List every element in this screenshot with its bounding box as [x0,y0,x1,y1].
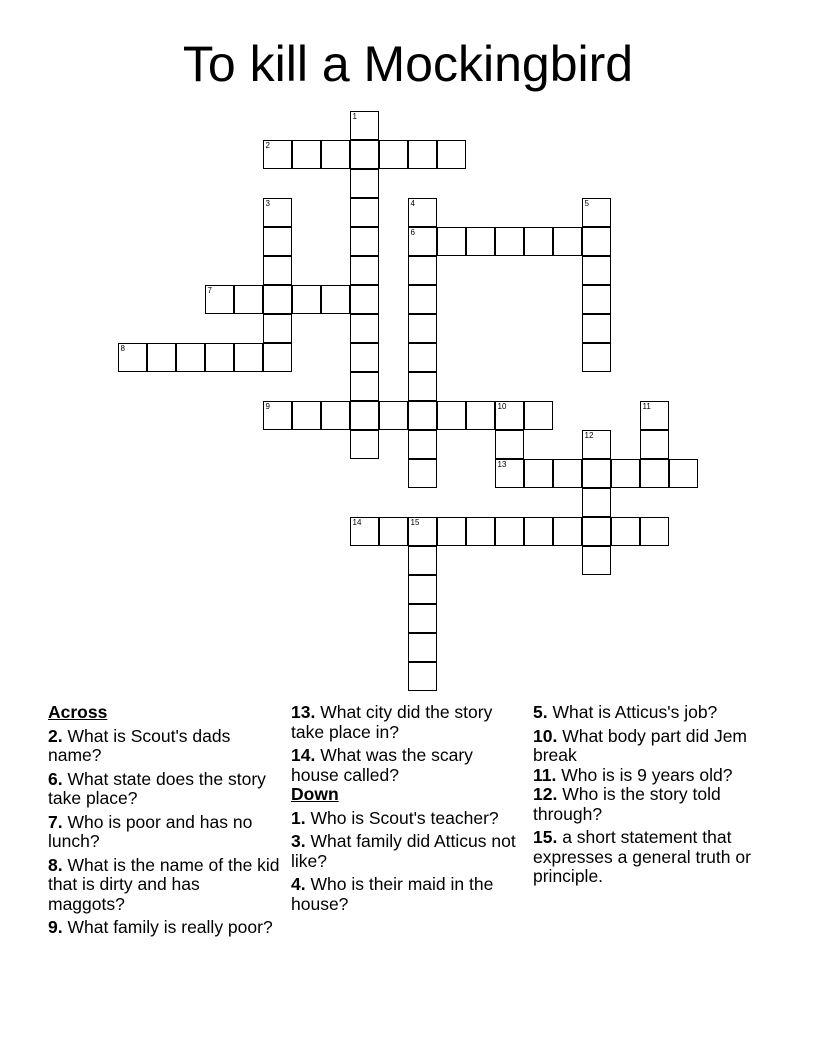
clues-column-2 [291,703,523,918]
grid-cell[interactable] [408,546,437,575]
grid-cell[interactable] [263,343,292,372]
grid-cell[interactable] [582,430,611,459]
grid-cell[interactable] [582,198,611,227]
grid-cell[interactable] [582,517,611,546]
grid-cell[interactable] [408,401,437,430]
grid-cell[interactable] [408,633,437,662]
clue-down-12: 12. Who is the story told through? [533,784,721,824]
cell-number: 13 [497,459,507,469]
cell-number: 1 [352,111,357,121]
grid-cell[interactable] [350,111,379,140]
cell-number: 14 [352,517,362,527]
cell-number: 12 [584,430,594,440]
grid-cell[interactable] [408,575,437,604]
grid-cell[interactable] [176,343,205,372]
grid-cell[interactable] [350,285,379,314]
grid-cell[interactable] [437,517,466,546]
grid-cell[interactable] [524,401,553,430]
grid-cell[interactable] [495,401,524,430]
grid-cell[interactable] [437,227,466,256]
grid-cell[interactable] [263,314,292,343]
grid-cell[interactable] [234,343,263,372]
grid-cell[interactable] [205,343,234,372]
grid-cell[interactable] [611,459,640,488]
clue-across-9: 9. What family is really poor? [48,917,273,937]
grid-cell[interactable] [408,604,437,633]
clue-down-3: 3. What family did Atticus not like? [291,831,516,871]
cell-number: 9 [265,401,270,411]
grid-cell[interactable] [582,285,611,314]
grid-cell[interactable] [350,314,379,343]
grid-cell[interactable] [553,227,582,256]
grid-cell[interactable] [408,198,437,227]
grid-cell[interactable] [408,517,437,546]
grid-cell[interactable] [408,140,437,169]
grid-cell[interactable] [582,227,611,256]
clue-down-5: 5. What is Atticus's job? [533,702,718,722]
grid-cell[interactable] [466,401,495,430]
grid-cell[interactable] [582,256,611,285]
cell-number: 7 [207,285,212,295]
cell-number: 4 [410,198,415,208]
grid-cell[interactable] [118,343,147,372]
grid-cell[interactable] [611,517,640,546]
cell-number: 5 [584,198,589,208]
clue-across-8: 8. What is the name of the kid that is dirty and has maggots? [48,854,280,914]
grid-cell[interactable] [582,459,611,488]
clue-across-2: 2. What is Scout's dads name? [48,725,231,765]
clue-down-11: 11. Who is is 9 years old? [533,764,733,785]
grid-cell[interactable] [321,140,350,169]
grid-cell[interactable] [379,401,408,430]
grid-cell[interactable] [321,401,350,430]
grid-cell[interactable] [408,314,437,343]
cell-number: 8 [120,343,125,353]
grid-cell[interactable] [379,140,408,169]
grid-cell[interactable] [350,372,379,401]
grid-cell[interactable] [350,198,379,227]
grid-cell[interactable] [263,285,292,314]
grid-cell[interactable] [263,198,292,227]
grid-cell[interactable] [582,314,611,343]
clue-down-15: 15. a short statement that expresses a general truth or principle. [533,827,751,886]
grid-cell[interactable] [263,140,292,169]
grid-cell[interactable] [640,459,669,488]
grid-cell[interactable] [350,343,379,372]
clues-column-3 [533,703,765,891]
grid-cell[interactable] [292,140,321,169]
clue-across-14: 14. What was the scary house called? [291,745,473,785]
grid-cell[interactable] [263,227,292,256]
grid-cell[interactable] [495,459,524,488]
cell-number: 2 [265,140,270,150]
down-heading: Down [291,784,339,804]
clues-column-1 [48,703,280,942]
grid-cell[interactable] [350,517,379,546]
grid-cell[interactable] [350,140,379,169]
grid-cell[interactable] [466,517,495,546]
clue-across-13: 13. What city did the story take place in? [291,702,493,742]
grid-cell[interactable] [466,227,495,256]
across-heading: Across [48,702,108,722]
grid-cell[interactable] [437,140,466,169]
grid-cell[interactable] [321,285,350,314]
cell-number: 15 [410,517,420,527]
grid-cell[interactable] [640,430,669,459]
grid-cell[interactable] [147,343,176,372]
grid-cell[interactable] [553,459,582,488]
grid-cell[interactable] [408,227,437,256]
grid-cell[interactable] [582,343,611,372]
grid-cell[interactable] [640,517,669,546]
grid-cell[interactable] [582,546,611,575]
grid-cell[interactable] [263,256,292,285]
grid-cell[interactable] [408,662,437,691]
grid-cell[interactable] [524,227,553,256]
grid-cell[interactable] [437,401,466,430]
grid-cell[interactable] [292,285,321,314]
grid-cell[interactable] [582,488,611,517]
grid-cell[interactable] [350,256,379,285]
cell-number: 6 [410,227,415,237]
grid-cell[interactable] [408,285,437,314]
grid-cell[interactable] [292,401,321,430]
clue-down-10: 10. What body part did Jem break [533,725,748,765]
grid-cell[interactable] [495,430,524,459]
grid-cell[interactable] [408,343,437,372]
grid-cell[interactable] [408,430,437,459]
cell-number: 10 [497,401,507,411]
grid-cell[interactable] [263,401,292,430]
grid-cell[interactable] [495,517,524,546]
grid-cell[interactable] [553,517,582,546]
grid-cell[interactable] [640,401,669,430]
grid-cell[interactable] [408,372,437,401]
grid-cell[interactable] [379,517,408,546]
clue-down-4: 4. Who is their maid in the house? [291,874,494,914]
grid-cell[interactable] [350,227,379,256]
page-title: To kill a Mockingbird [182,36,634,92]
grid-cell[interactable] [495,227,524,256]
grid-cell[interactable] [524,517,553,546]
grid-cell[interactable] [234,285,263,314]
grid-cell[interactable] [408,256,437,285]
clue-across-6: 6. What state does the story take place? [48,768,266,808]
grid-cell[interactable] [350,169,379,198]
grid-cell[interactable] [669,459,698,488]
cell-number: 3 [265,198,270,208]
grid-cell[interactable] [408,459,437,488]
grid-cell[interactable] [350,430,379,459]
grid-cell[interactable] [524,459,553,488]
grid-cell[interactable] [350,401,379,430]
cell-number: 11 [642,401,651,411]
clue-down-1: 1. Who is Scout's teacher? [291,807,499,828]
grid-cell[interactable] [205,285,234,314]
clue-across-7: 7. Who is poor and has no lunch? [48,811,253,851]
